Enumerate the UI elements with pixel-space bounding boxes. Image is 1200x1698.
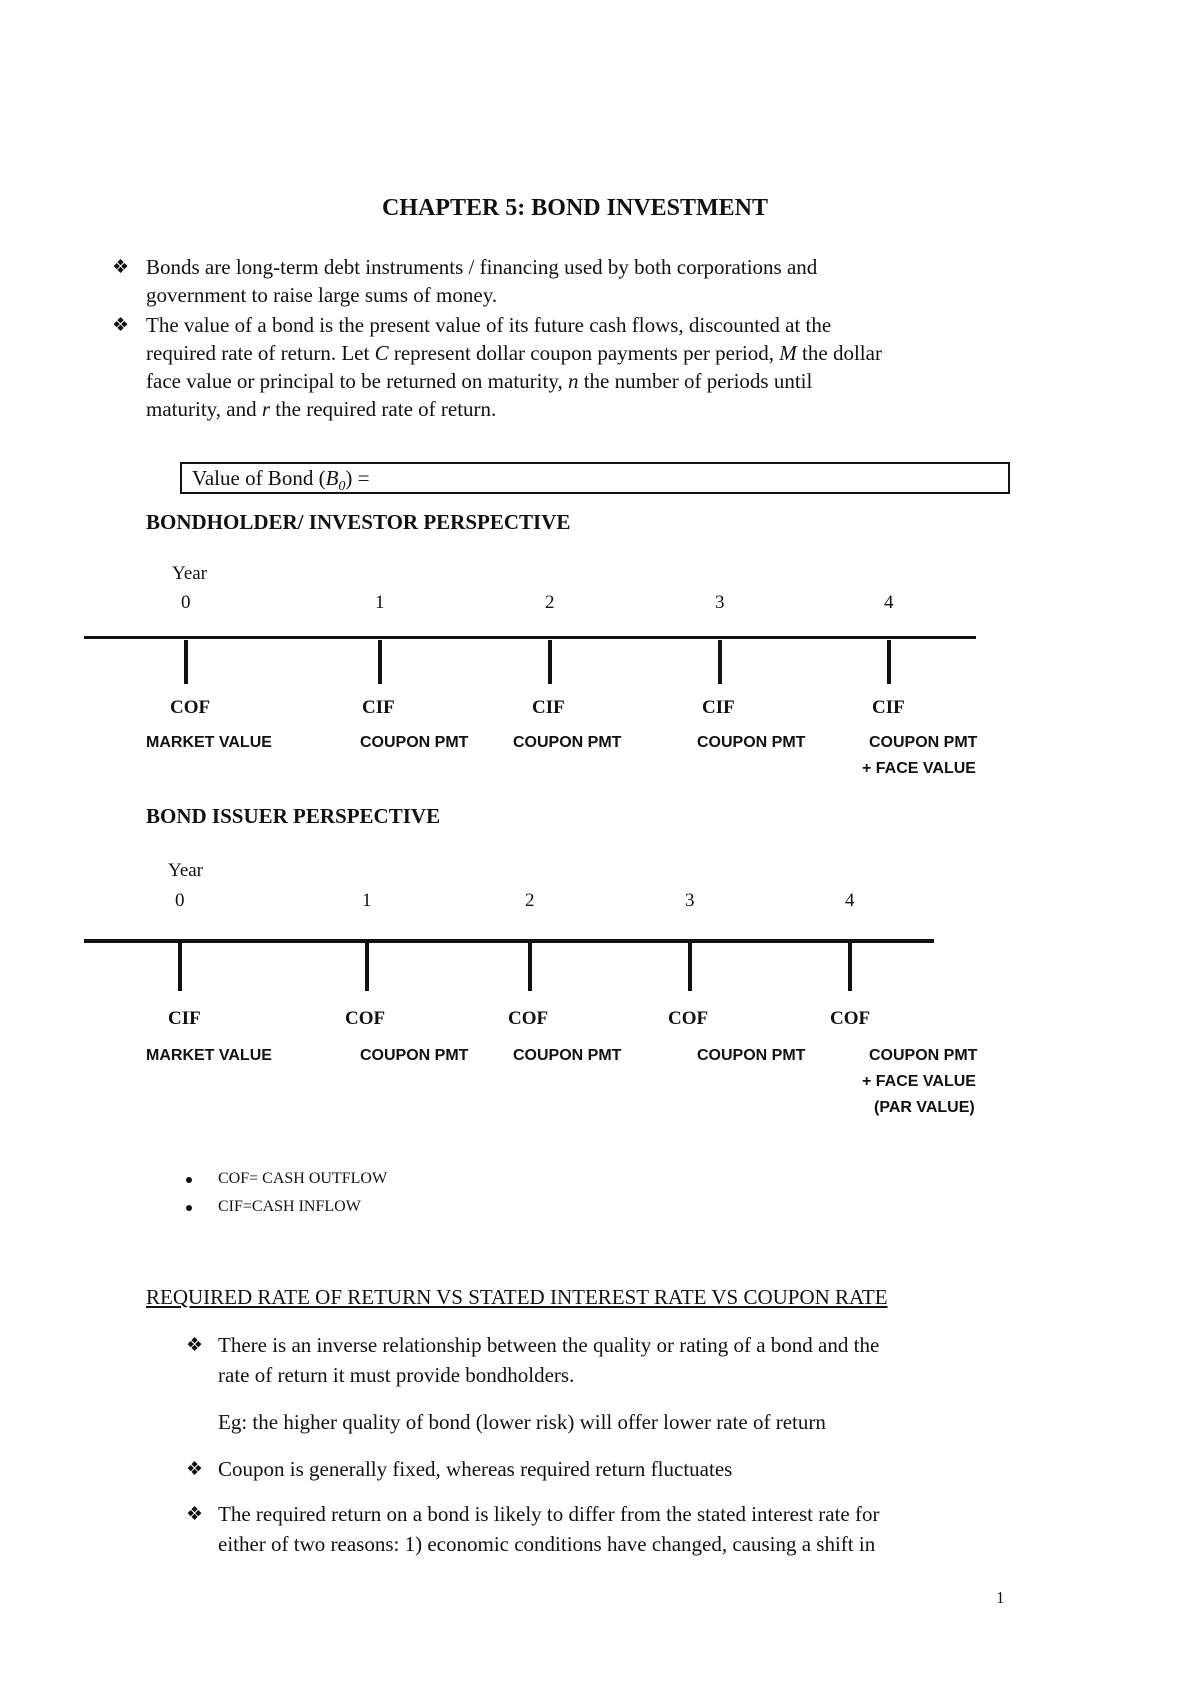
issuer-year-3: 3 <box>685 890 695 911</box>
intro-line-5: face value or principal to be returned on maturity, n the number of periods until <box>146 369 813 393</box>
investor-desc-1: COUPON PMT <box>360 734 469 751</box>
investor-year-2: 2 <box>545 592 555 613</box>
investor-year-4: 4 <box>884 592 894 613</box>
investor-face-value: + FACE VALUE <box>862 760 976 777</box>
investor-year-1: 1 <box>375 592 385 613</box>
investor-tick-4 <box>887 640 891 684</box>
issuer-tick-1 <box>365 943 369 991</box>
intro-line-1: Bonds are long-term debt instruments / financing used by both corporations and <box>146 255 818 279</box>
symbol-r: r <box>261 397 271 421</box>
section-line-3: Coupon is generally fixed, whereas required return fluctuates <box>218 1457 733 1481</box>
issuer-desc-1: COUPON PMT <box>360 1047 469 1064</box>
page-title: CHAPTER 5: BOND INVESTMENT <box>381 195 769 221</box>
investor-year-0: 0 <box>181 592 191 613</box>
symbol-n: n <box>567 369 579 393</box>
symbol-m: M <box>779 341 797 365</box>
issuer-year-2: 2 <box>525 890 535 911</box>
issuer-desc-4: COUPON PMT <box>869 1047 978 1064</box>
section-heading: REQUIRED RATE OF RETURN VS STATED INTEREST RATE VS COUPON RATE <box>146 1285 888 1309</box>
investor-flow-3: CIF <box>702 697 735 718</box>
investor-tick-2 <box>548 640 552 684</box>
formula-box: Value of Bond $(B_0)$ = <box>180 462 1010 494</box>
investor-heading: BONDHOLDER/ INVESTOR PERSPECTIVE <box>146 510 571 534</box>
investor-flow-0: COF <box>170 697 211 718</box>
issuer-tick-2 <box>528 943 532 991</box>
section-line-2: rate of return it must provide bondholders. <box>218 1363 575 1387</box>
investor-flow-1: CIF <box>362 697 395 718</box>
investor-flow-4: CIF <box>872 697 905 718</box>
legend-cof: COF= CASH OUTFLOW <box>218 1170 388 1187</box>
issuer-timeline <box>84 939 934 943</box>
bullet-diamond-icon: ❖ <box>186 1335 204 1356</box>
investor-desc-3: COUPON PMT <box>697 734 806 751</box>
intro-line-6: maturity, and r the required rate of return. <box>146 397 497 421</box>
section-line-1: There is an inverse relationship between the quality or rating of a bond and the <box>218 1333 880 1357</box>
legend-cif: CIF=CASH INFLOW <box>218 1198 361 1215</box>
issuer-flow-2: COF <box>508 1008 549 1029</box>
issuer-desc-2: COUPON PMT <box>513 1047 622 1064</box>
investor-tick-1 <box>378 640 382 684</box>
issuer-year-label: Year <box>168 860 204 881</box>
issuer-year-1: 1 <box>362 890 372 911</box>
issuer-face-value: + FACE VALUE <box>862 1073 976 1090</box>
bullet-diamond-icon: ❖ <box>186 1459 204 1480</box>
issuer-year-0: 0 <box>175 890 185 911</box>
bullet-diamond-icon: ❖ <box>112 315 130 336</box>
issuer-desc-3: COUPON PMT <box>697 1047 806 1064</box>
investor-desc-4: COUPON PMT <box>869 734 978 751</box>
issuer-year-4: 4 <box>845 890 855 911</box>
issuer-flow-4: COF <box>830 1008 871 1029</box>
intro-line-4: required rate of return. Let C represent dollar coupon payments per period, M the dollar <box>146 341 882 365</box>
issuer-desc-0: MARKET VALUE <box>146 1047 272 1064</box>
issuer-flow-1: COF <box>345 1008 386 1029</box>
bullet-diamond-icon: ❖ <box>186 1504 204 1525</box>
issuer-par-value: (PAR VALUE) <box>874 1099 975 1116</box>
investor-timeline <box>84 636 976 639</box>
issuer-flow-3: COF <box>668 1008 709 1029</box>
intro-line-3: The value of a bond is the present value of its future cash flows, discounted at the <box>146 313 832 337</box>
investor-year-3: 3 <box>715 592 725 613</box>
investor-desc-0: MARKET VALUE <box>146 734 272 751</box>
section-example: Eg: the higher quality of bond (lower risk) will offer lower rate of return <box>218 1410 826 1434</box>
issuer-tick-0 <box>178 943 182 991</box>
investor-flow-2: CIF <box>532 697 565 718</box>
issuer-flow-0: CIF <box>168 1008 201 1029</box>
investor-desc-2: COUPON PMT <box>513 734 622 751</box>
legend-bullet <box>186 1177 192 1183</box>
section-line-4: The required return on a bond is likely to differ from the stated interest rate for <box>218 1502 880 1526</box>
legend-bullet <box>186 1205 192 1211</box>
investor-tick-3 <box>718 640 722 684</box>
symbol-c: C <box>374 341 389 365</box>
intro-line-2: government to raise large sums of money. <box>146 283 498 307</box>
investor-tick-0 <box>184 640 188 684</box>
issuer-tick-4 <box>848 943 852 991</box>
issuer-heading: BOND ISSUER PERSPECTIVE <box>146 804 441 828</box>
section-line-5: either of two reasons: 1) economic conditions have changed, causing a shift in <box>218 1532 876 1556</box>
page-number: 1 <box>996 1588 1005 1607</box>
bullet-diamond-icon: ❖ <box>112 257 130 278</box>
issuer-tick-3 <box>688 943 692 991</box>
investor-year-label: Year <box>172 563 208 584</box>
